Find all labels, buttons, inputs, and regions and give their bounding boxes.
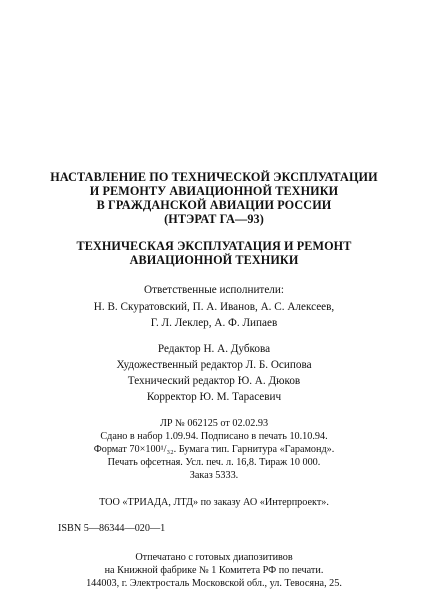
order-number: Заказ 5333.: [189, 470, 239, 481]
subtitle-line-1: ТЕХНИЧЕСКАЯ ЭКСПЛУАТАЦИЯ И РЕМОНТ: [76, 239, 352, 253]
authors-line-1: Н. В. Скуратовский, П. А. Иванов, А. С. Алексеев,: [93, 301, 335, 313]
license-number: ЛР № 062125 от 02.02.93: [159, 418, 269, 429]
format-and-paper: Формат 70×100¹/₃₂. Бумага тип. Гарнитура «Гарамонд».: [93, 444, 335, 455]
publisher-line: ТОО «ТРИАДА, ЛТД» по заказу АО «Интерпроект».: [99, 497, 329, 508]
printer-line-3: 144003, г. Электросталь Московской обл., ул. Тевосяна, 25.: [86, 578, 342, 589]
subtitle-line-2: АВИАЦИОННОЙ ТЕХНИКИ: [129, 253, 299, 267]
isbn: ISBN 5—86344—020—1: [58, 523, 166, 534]
print-run: Печать офсетная. Усл. печ. л. 16,8. Тираж 10 000.: [107, 457, 321, 468]
authors-heading: Ответственные исполнители:: [144, 284, 284, 296]
title-line-3: В ГРАЖДАНСКОЙ АВИАЦИИ РОССИИ: [96, 198, 332, 212]
printer-line-2: на Книжной фабрике № 1 Комитета РФ по печати.: [104, 565, 324, 576]
title-line-4: (НТЭРАТ ГА—93): [164, 212, 264, 226]
title-line-1: НАСТАВЛЕНИЕ ПО ТЕХНИЧЕСКОЙ ЭКСПЛУАТАЦИИ: [50, 170, 378, 184]
editor-credit: Редактор Н. А. Дубкова: [157, 343, 271, 355]
typesetting-dates: Сдано в набор 1.09.94. Подписано в печать 10.10.94.: [100, 431, 328, 442]
art-editor-credit: Художественный редактор Л. Б. Осипова: [116, 359, 312, 371]
tech-editor-credit: Технический редактор Ю. А. Дюков: [127, 375, 301, 387]
title-line-2: И РЕМОНТУ АВИАЦИОННОЙ ТЕХНИКИ: [89, 184, 339, 198]
printer-line-1: Отпечатано с готовых диапозитивов: [135, 552, 293, 563]
authors-line-2: Г. Л. Леклер, А. Ф. Липаев: [150, 317, 278, 329]
proofreader-credit: Корректор Ю. М. Тарасевич: [146, 391, 282, 403]
